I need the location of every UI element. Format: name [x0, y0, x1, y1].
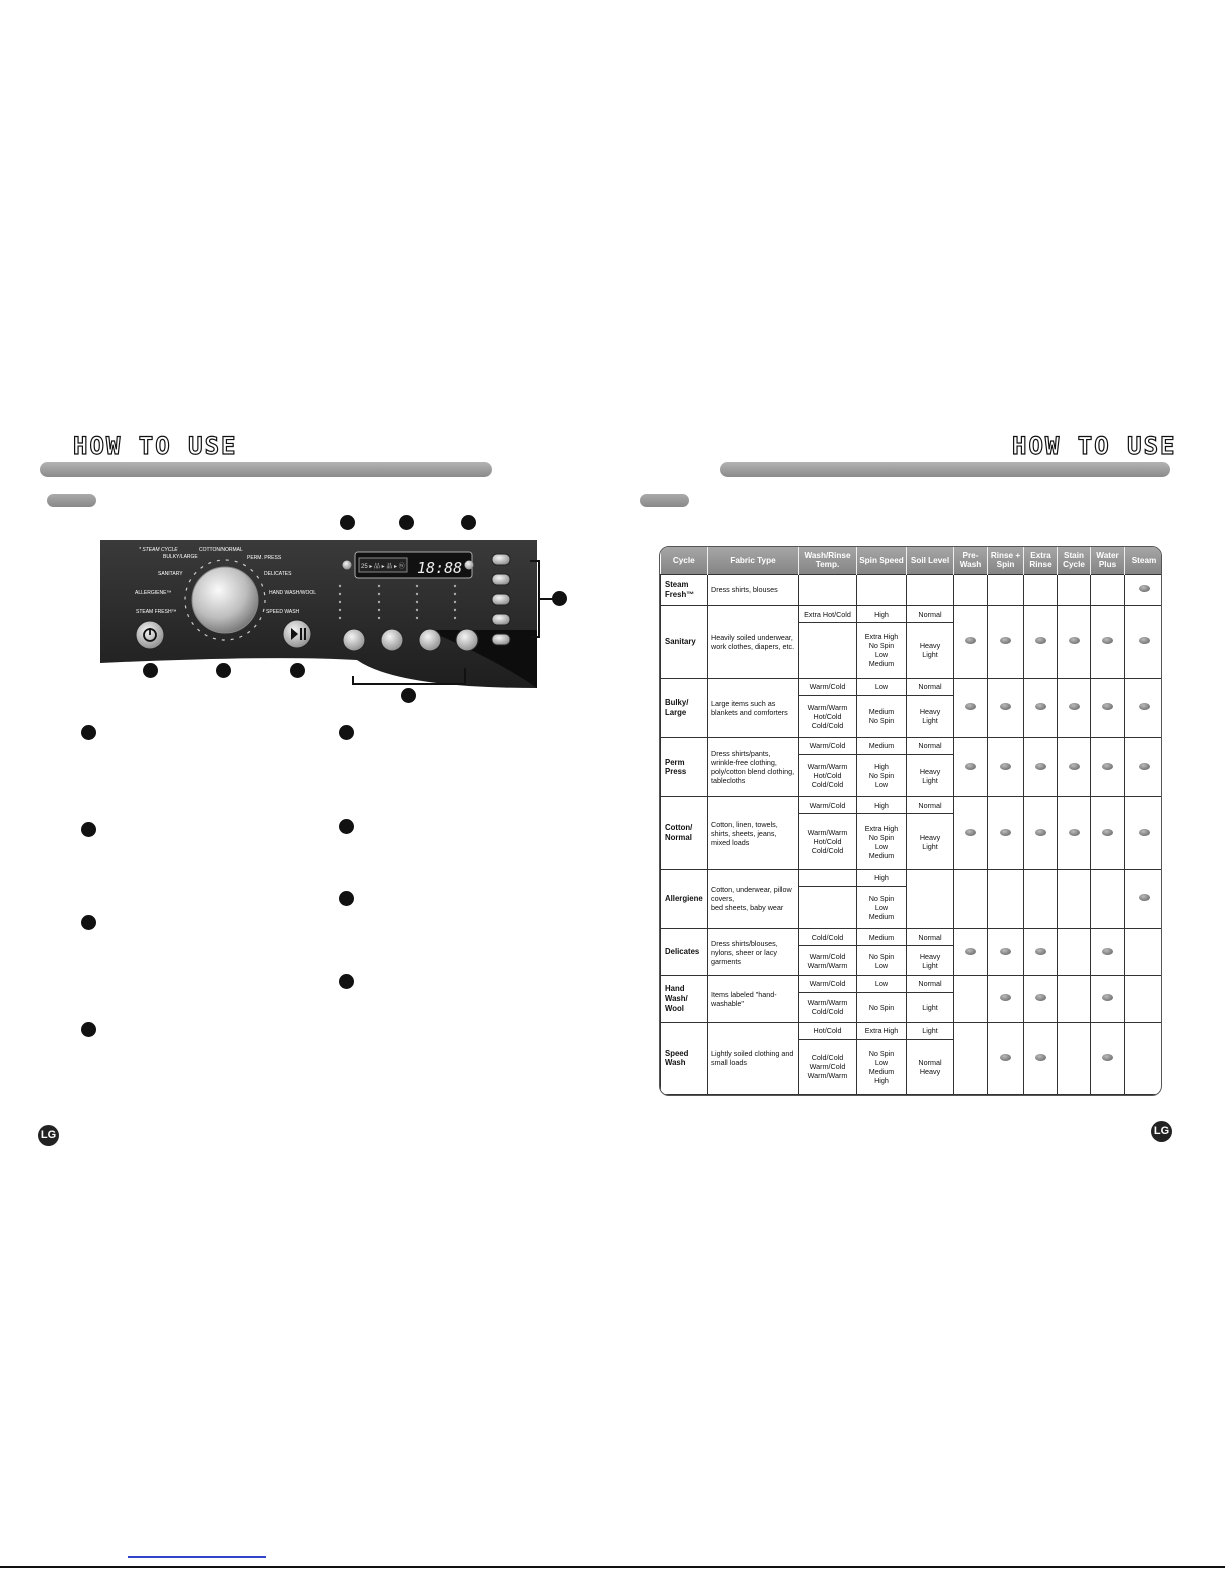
- spin-cell: Extra High No Spin Low Medium: [857, 623, 907, 678]
- option-cell: [1125, 574, 1163, 606]
- cycle-name-cell: Allergiene: [661, 869, 708, 928]
- available-option-dot: [1035, 994, 1046, 1001]
- callout-dot: [461, 515, 476, 530]
- available-option-dot: [1069, 829, 1080, 836]
- fabric-type-cell: Items labeled "hand-washable": [708, 975, 799, 1022]
- display-indicators: 25 ▸ 品 ▸ 品 ▸ ⓦ: [361, 564, 405, 570]
- callout-dot: [216, 663, 231, 678]
- temp-cell: [799, 623, 857, 678]
- available-option-dot: [1102, 994, 1113, 1001]
- table-row: [661, 606, 1163, 623]
- option-cell: [954, 574, 988, 606]
- table-row: [661, 738, 1163, 755]
- option-cell: [1091, 797, 1125, 869]
- display-right-button[interactable]: [465, 561, 474, 570]
- table-row: [661, 1022, 1163, 1039]
- table-row: [661, 797, 1163, 814]
- temp-cell: Cold/Cold: [799, 929, 857, 946]
- option-cell: [988, 975, 1024, 1022]
- cycle-name-cell: Speed Wash: [661, 1022, 708, 1094]
- soil-level-cell: Normal: [907, 929, 954, 946]
- option-cell: [1024, 606, 1058, 678]
- option-cell: [1091, 1022, 1125, 1094]
- spin-cell: Extra High No Spin Low Medium: [857, 814, 907, 869]
- left-section-pill: [47, 494, 96, 507]
- spin-cell: High: [857, 797, 907, 814]
- temp-cell: Extra Hot/Cold: [799, 606, 857, 623]
- option-cell: [1058, 975, 1091, 1022]
- soil-level-cell: Normal: [907, 797, 954, 814]
- available-option-dot: [1102, 763, 1113, 770]
- option-cell: [1125, 738, 1163, 797]
- available-option-dot: [1000, 763, 1011, 770]
- available-option-dot: [1102, 637, 1113, 644]
- table-header-cell: Spin Speed: [857, 547, 907, 574]
- soil-level-cell: Heavy Light: [907, 946, 954, 976]
- cycle-selector-knob[interactable]: [192, 567, 258, 633]
- temp-cell: Warm/Warm Hot/Cold Cold/Cold: [799, 754, 857, 796]
- spin-cell: No Spin Low: [857, 946, 907, 976]
- cycle-name-cell: Sanitary: [661, 606, 708, 678]
- soil-level-cell: Light: [907, 1022, 954, 1039]
- callout-dot: [340, 515, 355, 530]
- option-cell: [988, 738, 1024, 797]
- spin-cell: High: [857, 869, 907, 886]
- option-cell: [988, 929, 1024, 976]
- callout-dot: [143, 663, 158, 678]
- table-row: [661, 869, 1163, 886]
- table-body: [661, 574, 1163, 1095]
- option-cell: [1125, 606, 1163, 678]
- option-cell: [988, 797, 1024, 869]
- cycle-name-cell: Steam Fresh™: [661, 574, 708, 606]
- option-cell: [1058, 678, 1091, 737]
- available-option-dot: [1102, 703, 1113, 710]
- available-option-dot: [1000, 948, 1011, 955]
- fabric-type-cell: Dress shirts/pants, wrinkle-free clothing, poly/cotton blend clothing, tablecloths: [708, 738, 799, 797]
- available-option-dot: [1035, 763, 1046, 770]
- option-cell: [1125, 797, 1163, 869]
- display-left-button[interactable]: [343, 561, 352, 570]
- soil-level-cell: Heavy Light: [907, 695, 954, 737]
- cycle-left-3: STEAM FRESH™: [136, 609, 177, 615]
- callout-dot: [552, 591, 567, 606]
- spin-cell: High No Spin Low: [857, 754, 907, 796]
- fabric-type-cell: Cotton, underwear, pillow covers, bed sheets, baby wear: [708, 869, 799, 928]
- cycle-right-0: PERM. PRESS: [247, 555, 282, 561]
- spin-cell: No Spin: [857, 992, 907, 1022]
- option-cell: [954, 929, 988, 976]
- available-option-dot: [965, 637, 976, 644]
- available-option-dot: [1069, 637, 1080, 644]
- fabric-type-cell: Cotton, linen, towels, shirts, sheets, jeans, mixed loads: [708, 797, 799, 869]
- option-cell: [1058, 929, 1091, 976]
- soil-level-cell: Normal: [907, 738, 954, 755]
- right-section-pill: [640, 494, 689, 507]
- temp-cell: [799, 869, 857, 886]
- temp-cell: Warm/Warm Hot/Cold Cold/Cold: [799, 814, 857, 869]
- available-option-dot: [1069, 763, 1080, 770]
- option-cell: [988, 574, 1024, 606]
- side-option-button-2[interactable]: [492, 574, 510, 585]
- left-header-bar: [40, 462, 492, 477]
- option-cell: [1125, 678, 1163, 737]
- option-cell: [1024, 797, 1058, 869]
- cycle-name-cell: Bulky/ Large: [661, 678, 708, 737]
- temp-cell: Warm/Cold: [799, 738, 857, 755]
- description-marker-8: [339, 974, 354, 989]
- display-time: 18:88: [417, 559, 463, 577]
- option-button-spin[interactable]: [381, 629, 403, 651]
- table-row: [661, 678, 1163, 695]
- option-cell: [954, 678, 988, 737]
- cycle-top-label: COTTON/NORMAL: [199, 547, 243, 553]
- table-header-cell: Steam: [1125, 547, 1163, 574]
- spin-cell: Extra High: [857, 1022, 907, 1039]
- right-page-title: HOW TO USE: [1012, 432, 1177, 460]
- callout-dot: [399, 515, 414, 530]
- option-cell: [1024, 869, 1058, 928]
- option-cell: [1024, 975, 1058, 1022]
- option-cell: [1091, 869, 1125, 928]
- table-header-cell: Extra Rinse: [1024, 547, 1058, 574]
- soil-level-cell: Light: [907, 992, 954, 1022]
- available-option-dot: [1139, 829, 1150, 836]
- option-cell: [954, 797, 988, 869]
- temp-cell: Warm/Cold Warm/Warm: [799, 946, 857, 976]
- available-option-dot: [1000, 637, 1011, 644]
- soil-level-cell: Heavy Light: [907, 754, 954, 796]
- available-option-dot: [965, 763, 976, 770]
- table-row: [661, 975, 1163, 992]
- table-header-cell: Rinse + Spin: [988, 547, 1024, 574]
- description-marker-7: [339, 891, 354, 906]
- description-marker-4: [81, 1022, 96, 1037]
- fabric-type-cell: Lightly soiled clothing and small loads: [708, 1022, 799, 1094]
- option-cell: [1091, 606, 1125, 678]
- option-cell: [988, 678, 1024, 737]
- option-cell: [1058, 1022, 1091, 1094]
- spin-cell: Medium: [857, 929, 907, 946]
- page-bottom-rule: [0, 1566, 1225, 1568]
- side-option-button-3[interactable]: [492, 594, 510, 605]
- available-option-dot: [1035, 703, 1046, 710]
- soil-level-cell: Normal: [907, 606, 954, 623]
- option-cell: [1091, 929, 1125, 976]
- control-panel-illustration: [97, 510, 537, 692]
- table-row: [661, 574, 1163, 606]
- side-option-button-5[interactable]: [492, 634, 510, 645]
- table-row: [661, 929, 1163, 946]
- option-cell: [1125, 869, 1163, 928]
- option-cell: [1024, 1022, 1058, 1094]
- cycle-right-2: HAND WASH/WOOL: [269, 590, 317, 596]
- description-marker-1: [81, 725, 96, 740]
- cycle-name-cell: Delicates: [661, 929, 708, 976]
- left-page-title: HOW TO USE: [73, 432, 238, 460]
- cycle-right-1: DELICATES: [264, 571, 292, 577]
- option-cell: [1125, 1022, 1163, 1094]
- fabric-type-cell: Large items such as blankets and comforters: [708, 678, 799, 737]
- temp-cell: Warm/Cold: [799, 678, 857, 695]
- table-header-cell: Cycle: [661, 547, 708, 574]
- table-header-row: [661, 547, 1163, 574]
- callout-dot: [401, 688, 416, 703]
- temp-cell: Hot/Cold: [799, 1022, 857, 1039]
- spin-cell: Medium No Spin: [857, 695, 907, 737]
- option-cell: [954, 606, 988, 678]
- available-option-dot: [965, 948, 976, 955]
- soil-level-cell: Heavy Light: [907, 623, 954, 678]
- option-cell: [1058, 797, 1091, 869]
- option-cell: [1058, 574, 1091, 606]
- fabric-type-cell: Dress shirts/blouses, nylons, sheer or lacy garments: [708, 929, 799, 976]
- temp-cell: Warm/Warm Cold/Cold: [799, 992, 857, 1022]
- table-header-cell: Fabric Type: [708, 547, 799, 574]
- available-option-dot: [1000, 829, 1011, 836]
- available-option-dot: [965, 829, 976, 836]
- steam-cycle-label: * STEAM CYCLE: [139, 547, 178, 553]
- soil-level-cell: Heavy Light: [907, 814, 954, 869]
- available-option-dot: [1102, 948, 1113, 955]
- available-option-dot: [1035, 948, 1046, 955]
- cycle-left-2: ALLERGIENE™: [135, 590, 172, 596]
- available-option-dot: [1000, 1054, 1011, 1061]
- temp-cell: Warm/Warm Hot/Cold Cold/Cold: [799, 695, 857, 737]
- available-option-dot: [1139, 894, 1150, 901]
- available-option-dot: [1139, 763, 1150, 770]
- description-marker-6: [339, 819, 354, 834]
- available-option-dot: [1000, 703, 1011, 710]
- available-option-dot: [1102, 829, 1113, 836]
- option-button-soil[interactable]: [419, 629, 441, 651]
- available-option-dot: [1035, 637, 1046, 644]
- callout-dot: [290, 663, 305, 678]
- side-option-button-4[interactable]: [492, 614, 510, 625]
- fabric-type-cell: Heavily soiled underwear, work clothes, diapers, etc.: [708, 606, 799, 678]
- table-header-cell: Water Plus: [1091, 547, 1125, 574]
- available-option-dot: [1035, 1054, 1046, 1061]
- side-option-button-1[interactable]: [492, 554, 510, 565]
- cycle-right-3: SPEED WASH: [266, 609, 300, 615]
- option-cell: [954, 738, 988, 797]
- temp-cell: Warm/Cold: [799, 797, 857, 814]
- fabric-type-cell: Dress shirts, blouses: [708, 574, 799, 606]
- soil-level-cell: Normal Heavy: [907, 1039, 954, 1094]
- spin-cell: Medium: [857, 738, 907, 755]
- option-cell: [988, 869, 1024, 928]
- soil-level-cell: [907, 869, 954, 928]
- available-option-dot: [1139, 703, 1150, 710]
- right-header-bar: [720, 462, 1170, 477]
- option-cell: [954, 975, 988, 1022]
- option-cell: [1058, 606, 1091, 678]
- cycle-name-cell: Perm Press: [661, 738, 708, 797]
- spin-cell: High: [857, 606, 907, 623]
- description-marker-5: [339, 725, 354, 740]
- option-cell: [954, 869, 988, 928]
- option-cell: [1024, 929, 1058, 976]
- option-cell: [988, 606, 1024, 678]
- cycle-left-0: BULKY/LARGE: [163, 554, 198, 560]
- spin-cell: Low: [857, 975, 907, 992]
- spin-cell: No Spin Low Medium High: [857, 1039, 907, 1094]
- option-cell: [988, 1022, 1024, 1094]
- footer-link-underline[interactable]: [128, 1556, 266, 1558]
- option-button-time[interactable]: [456, 629, 478, 651]
- spin-cell: No Spin Low Medium: [857, 886, 907, 928]
- temp-cell: [799, 574, 857, 606]
- available-option-dot: [1139, 637, 1150, 644]
- lg-logo-right: LG: [1151, 1121, 1172, 1142]
- option-cell: [1058, 738, 1091, 797]
- cycle-options-table: [659, 546, 1162, 1096]
- description-marker-3: [81, 915, 96, 930]
- option-button-temp[interactable]: [343, 629, 365, 651]
- option-cell: [1125, 929, 1163, 976]
- available-option-dot: [965, 703, 976, 710]
- option-cell: [1091, 738, 1125, 797]
- option-cell: [1091, 574, 1125, 606]
- table-header-cell: Pre-Wash: [954, 547, 988, 574]
- temp-cell: Warm/Cold: [799, 975, 857, 992]
- cycle-left-1: SANITARY: [158, 571, 183, 577]
- spin-cell: Low: [857, 678, 907, 695]
- soil-level-cell: [907, 574, 954, 606]
- available-option-dot: [1139, 585, 1150, 592]
- option-cell: [1058, 869, 1091, 928]
- lg-logo-left: LG: [38, 1125, 59, 1146]
- temp-cell: [799, 886, 857, 928]
- temp-cell: Cold/Cold Warm/Cold Warm/Warm: [799, 1039, 857, 1094]
- soil-level-cell: Normal: [907, 678, 954, 695]
- option-cell: [1091, 975, 1125, 1022]
- description-marker-2: [81, 822, 96, 837]
- option-cell: [954, 1022, 988, 1094]
- option-cell: [1125, 975, 1163, 1022]
- option-cell: [1024, 738, 1058, 797]
- available-option-dot: [1035, 829, 1046, 836]
- cycle-name-cell: Cotton/ Normal: [661, 797, 708, 869]
- option-cell: [1024, 574, 1058, 606]
- option-cell: [1091, 678, 1125, 737]
- option-cell: [1024, 678, 1058, 737]
- table-header-cell: Soil Level: [907, 547, 954, 574]
- soil-level-cell: Normal: [907, 975, 954, 992]
- available-option-dot: [1102, 1054, 1113, 1061]
- cycle-name-cell: Hand Wash/ Wool: [661, 975, 708, 1022]
- table-header-cell: Wash/Rinse Temp.: [799, 547, 857, 574]
- spin-cell: [857, 574, 907, 606]
- available-option-dot: [1000, 994, 1011, 1001]
- table-header-cell: Stain Cycle: [1058, 547, 1091, 574]
- available-option-dot: [1069, 703, 1080, 710]
